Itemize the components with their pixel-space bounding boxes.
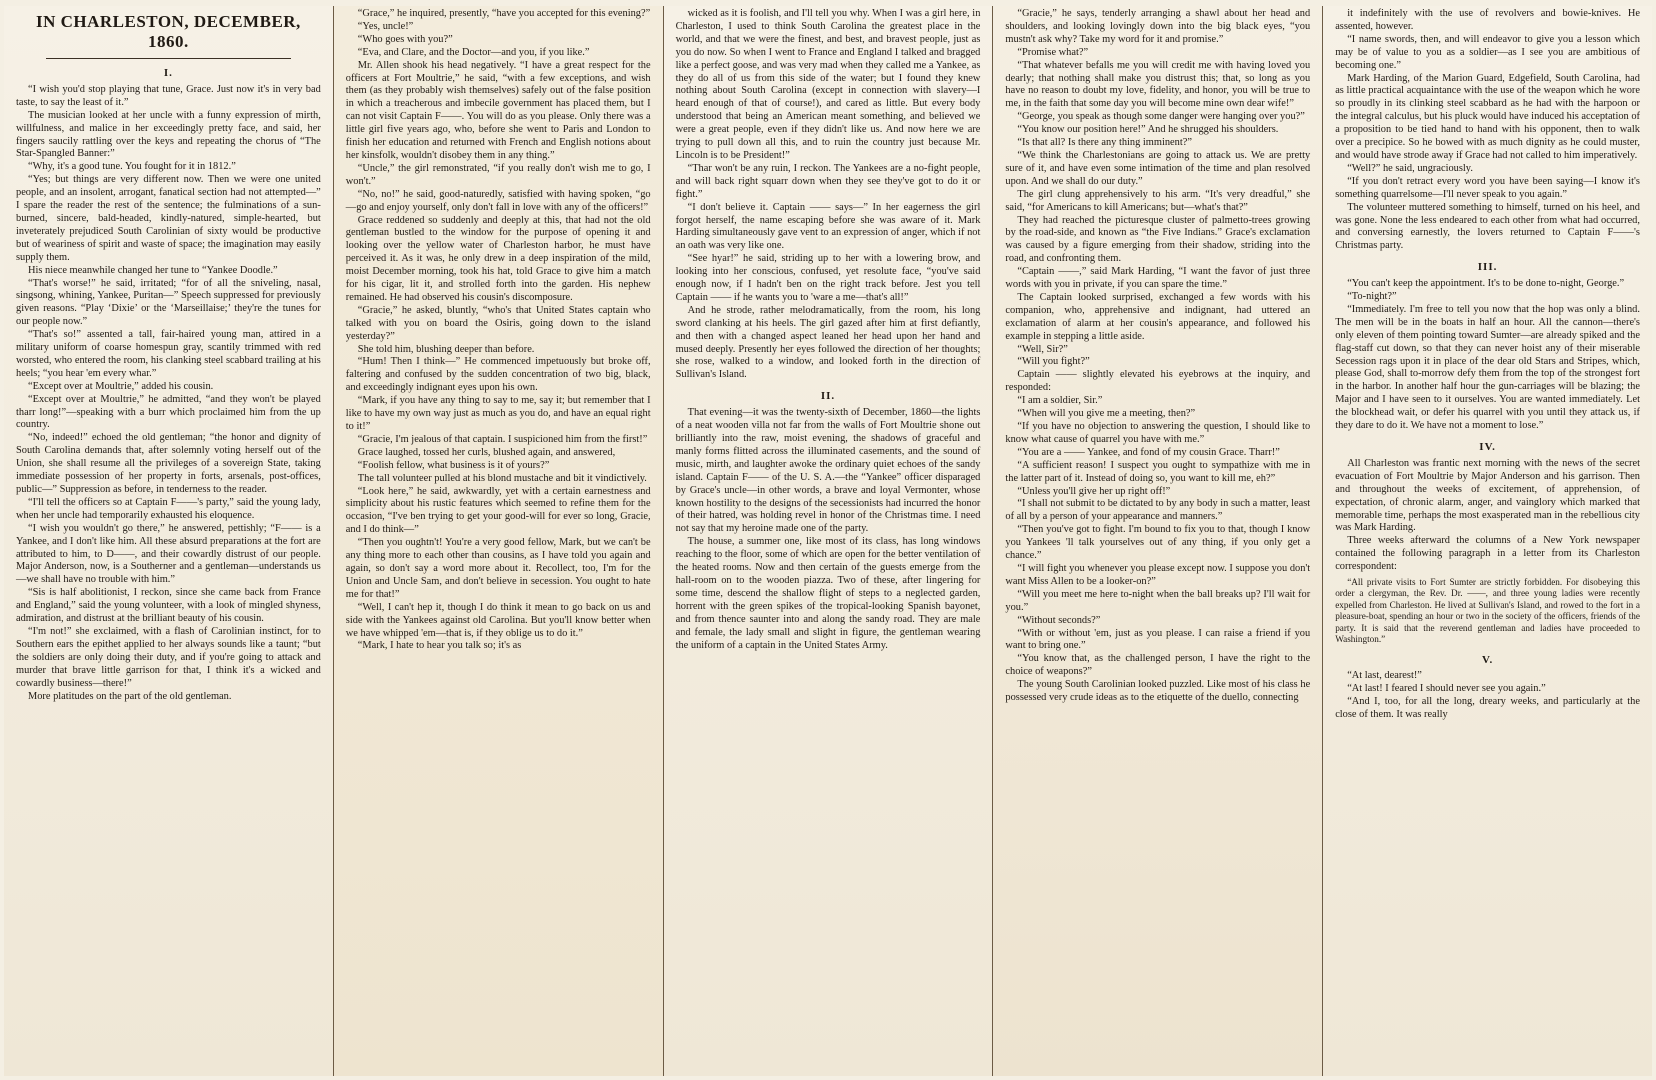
paragraph: “Will you fight?” (1017, 356, 1090, 368)
column-2 (334, 6, 664, 1076)
paragraph: The house, a summer one, like most of its class, has long windows reaching to the floor, some of which are open for the better ventilation of the heated rooms. Now and then certain of the guests emerge from the hall-room on to the wooden piazza. Two of these, after lingering for some time, descend the shallow flight of steps to a neglected garden, horrent with the green spikes of the tropical-looking Spanish bayonet, and from thence saunter into and along the sandy road. They are male and female, the lady small and slight in figure, the gentleman wearing the uniform of a captain in the United States Army. (675, 536, 981, 651)
paragraph: “I will fight you whenever you please except now. I suppose you don't want Miss Allen to be a looker-on?” (1005, 562, 1311, 587)
headline-line-2: 1860. (148, 32, 189, 51)
paragraph: “Well, Sir?” (1017, 343, 1068, 355)
paragraph: Mr. Allen shook his head negatively. “I have a great respect for the officers at Fort Moultrie,” he said, “with a few exceptions, and wish them (as they probably wish themselves) safely out of the false position in which a treacherous and imbecile government has placed them, but I can not visit Captain F——. You will do as you please. Only there was a little girl five years ago, who, before she went to Paris and London to finish her education and returned with French and English notions about her kinsfolk, wouldn't disobey them in any thing.” (345, 59, 651, 161)
paragraph: Three weeks afterward the columns of a New York newspaper contained the following paragraph in a letter from its Charleston correspondent: (1335, 535, 1640, 573)
paragraph: Grace laughed, tossed her curls, blushed again, and answered, (357, 446, 616, 458)
section-number: II. (820, 390, 836, 403)
story-headline (16, 12, 321, 52)
paragraph: “George, you speak as though some danger were hanging over you?” (1017, 111, 1305, 123)
paragraph: “At last! I feared I should never see you again.” (1347, 683, 1546, 695)
paragraph: “You can't keep the appointment. It's to be done to-night, George.” (1347, 278, 1625, 290)
paragraph: “When will you give me a meeting, then?” (1017, 408, 1196, 420)
paragraph: “See hyar!” he said, striding up to her with a lowering brow, and looking into her conscious, confused, yet resolute face, “you've said enough now, if I hadn't ben on the right track before. Jest you tell Captain —— if he wants you to 'ware a me—that's all!” (675, 253, 981, 303)
section-number: I. (163, 67, 173, 79)
column-text (1335, 458, 1640, 574)
column-text (16, 84, 321, 704)
paragraph: “If you have no objection to answering the question, I should like to know what cause of quarrel you have with me.” (1005, 421, 1311, 445)
paragraph: “Sis is half abolitionist, I reckon, since she came back from France and England,” said the young volunteer, with a look of mingled shyness, admiration, and distrust at the brilliant beauty of his cousin. (16, 587, 321, 625)
column-5 (1323, 6, 1652, 1076)
column-4 (993, 6, 1323, 1076)
paragraph: She told him, blushing deeper than before. (357, 343, 535, 355)
paragraph: “A sufficient reason! I suspect you ought to sympathize with me in the latter part of it. Instead of doing so, you want to kill me, eh?” (1005, 459, 1311, 484)
paragraph: “I wish you'd stop playing that tune, Grace. Just now it's in very bad taste, to say the least of it.” (16, 83, 321, 108)
paragraph: “I shall not submit to be dictated to by any body in such a matter, least of all by a person of your appearance and manners.” (1005, 498, 1311, 523)
paragraph: His niece meanwhile changed her tune to “Yankee Doodle.” (28, 264, 278, 276)
paragraph: And he strode, rather melodramatically, from the room, his long sword clanking at his heels. The girl gazed after him at first defiantly, and then with a changed aspect leaned her head upon her hand and mused deeply. Presently her eyes followed the direction of her thoughts; she rose, walked to a window, and looked forth in the direction of Sullivan's Island. (675, 304, 981, 381)
paragraph: “Then you oughtn't! You're a very good fellow, Mark, but we can't be any thing more to each other than cousins, as I have told you again and again, so don't say a word more about it. Recollect, too, I'm for the Union and Uncle Sam, and don't believe in secession. You ought to hate me for that!” (345, 537, 651, 600)
paragraph: Captain —— slightly elevated his eyebrows at the inquiry, and responded: (1005, 369, 1311, 394)
paragraph: “Yes, uncle!” (357, 20, 414, 32)
paragraph: That evening—it was the twenty-sixth of December, 1860—the lights of a neat wooden villa not far from the walls of Fort Moultrie shone out brilliantly into the raw, moist evening, the shadows of graceful and manly forms flitted across the illuminated casements, and the sound of music, mirth, and laughter awoke the ordinary quiet echoes of the sandy island. Captain F—— of the U. S. A.—the “Yankee” officer disparaged by Grace's uncle—in other words, a brave and loyal Vermonter, whose known hostility to the designs of the secessionists had incurred the honor of their hatred, was holding revel in honor of the Christmas time. I need not say that my heroine made one of the party. (675, 407, 981, 535)
paragraph: “Look here,” he said, awkwardly, yet with a certain earnestness and simplicity about his rustic features which seemed to refine them for the occasion, “I've ben trying to get your good-will for ever so long, Gracie, and I do think—” (345, 485, 651, 536)
paragraph: “Mark, I hate to hear you talk so; it's as (357, 640, 522, 652)
paragraph: “Grace,” he inquired, presently, “have you accepted for this evening?” (357, 8, 651, 19)
paragraph: “Well, I can't hep it, though I do think it mean to go back on us and side with the Yankees against old Carolina. But you'll know better when we have whipped 'em—that is, if they oblige us to do it.” (345, 601, 651, 639)
paragraph: “Unless you'll give her up right off!” (1017, 485, 1171, 497)
paragraph: “That's so!” assented a tall, fair-haired young man, attired in a military uniform of coarse homespun gray, scantily trimmed with red worsted, who entered the room, his clanking steel scabbard trailing at his heels; “you hear 'em every whar.” (16, 329, 321, 379)
column-text (1335, 278, 1640, 433)
newspaper-quote: “All private visits to Fort Sumter are strictly forbidden. For disobeying this order a clergyman, the Rev. Dr. ——, and three young ladies were recently expelled from Charleston. He lived at Sullivan's Island, and rowed to the fort in a pleasure-boat, spending an hour or two in the society of the officers, friends of the party. It is said that the reverend gentleman and ladies have proceeded to Washington.” (1335, 577, 1640, 645)
paragraph: “Why, it's a good tune. You fought for it in 1812.” (28, 161, 236, 173)
paragraph: “Immediately. I'm free to tell you now that the hop was only a blind. The men will be in the boats in half an hour. All the cannon—there's only eleven of them pointing toward Sumter—are already spiked and the flag-staff cut down, so that they can never hoist any of their miserable Secession rags upon it in place of the dear old Stars and Stripes, which, please God, shall to-morrow defy them from the top of the strongest fort in the harbor. In another half hour the gun-carriages will be blazing; the Major and I have seen to it ourselves. You are wanted immediately. Let the blockhead wait, or defer his quarrel with you until they attack us, if they dare to do it. We have not a moment to lose.” (1335, 303, 1640, 432)
paragraph: “Captain ——,” said Mark Harding, “I want the favor of just three words with you in private, if you can spare the time.” (1005, 266, 1311, 291)
paragraph: “Who goes with you?” (357, 33, 453, 45)
paragraph: “We think the Charlestonians are going to attack us. We are pretty sure of it, and have even some intimation of the time and plan resolved upon. And we shall do our duty.” (1005, 149, 1311, 187)
paragraph: “I don't believe it. Captain —— says—” In her eagerness the girl forgot herself, the name escaping before she was aware of it. Mark Harding simultaneously gave vent to an expression of anger, which if not an oath was very like one. (675, 201, 981, 252)
headline-line-1: IN CHARLESTON, DECEMBER, (35, 12, 301, 31)
paragraph: “Gracie,” he asked, bluntly, “who's that United States captain who talked with you on board the Osiris, going down to the island yesterday?” (345, 304, 651, 342)
column-text (676, 8, 981, 652)
paragraph: “You know our position here!” And he shrugged his shoulders. (1017, 124, 1279, 136)
paragraph: “Except over at Moultrie,” he admitted, “and they won't be played tharr long!”—speaking with a burr which proclaimed him from the up country. (16, 393, 321, 431)
paragraph: “No, no!” he said, good-naturedly, satisfied with having spoken, “go—go and enjoy yourself, only don't fall in love with any of the officers!” (345, 188, 651, 213)
paragraph: “I name swords, then, and will endeavor to give you a lesson which may be of value to you as a soldier—as I see you are ambitious of becoming one.” (1335, 33, 1640, 71)
column-text (346, 8, 651, 653)
column-3 (664, 6, 994, 1076)
paragraph: “Except over at Moultrie,” added his cousin. (28, 380, 214, 392)
paragraph: The Captain looked surprised, exchanged a few words with his companion, who, apprehensive and indignant, had uttered an exclamation of alarm at her cousin's appearance, and followed his example in stepping a little aside. (1005, 291, 1311, 342)
paragraph: “Thar won't be any ruin, I reckon. The Yankees are a no-fight people, and will back right squarr down when they see they've got to do it or fight.” (675, 162, 981, 200)
column-1 (4, 6, 334, 1076)
paragraph: “That's worse!” he said, irritated; “for of all the sniveling, nasal, singsong, whining, Yankee, Puritan—” Speech suppressed for previously given reasons. “Play ‘Dixie’ or the ‘Marseillaise;’ they're the tunes for our people now.” (16, 277, 321, 328)
paragraph: “Mark, if you have any thing to say to me, say it; but remember that I like to have my own way just as much as you do, and have an equal right to it!” (345, 395, 651, 432)
paragraph: “And I, too, for all the long, dreary weeks, and particularly at the close of them. It was really (1335, 696, 1640, 721)
paragraph: “Hum! Then I think—” He commenced impetuously but broke off, faltering and confused by the sudden concentration of two big, black, and exceedingly indignant eyes upon his own. (345, 356, 651, 394)
column-text (1335, 670, 1640, 722)
paragraph: “If you don't retract every word you have been saying—I know it's something quarrelsome—I'll never speak to you again.” (1335, 175, 1640, 200)
paragraph: “I'll tell the officers so at Captain F——'s party,” said the young lady, when her uncle had temporarily exhausted his eloquence. (16, 496, 321, 521)
paragraph: The young South Carolinian looked puzzled. Like most of his class he possessed very crude ideas as to the etiquette of the duello, connecting (1005, 679, 1311, 704)
paragraph: “Gracie,” he says, tenderly arranging a shawl about her head and shoulders, and looking lovingly down into the big black eyes, “you mustn't ask why? Take my word for it and promise.” (1005, 8, 1311, 45)
section-number: V. (1481, 653, 1494, 666)
paragraph: “To-night?” (1347, 291, 1397, 303)
paragraph: “Without seconds?” (1017, 614, 1101, 626)
paragraph: “Yes; but things are very different now. Then we were one united people, and an insolent, arrogant, fanatical section had not attempted—” I spare the reader the rest of the sentence; the fulminations of a sun-burned, sincere, bald-headed, kindly-natured, simple-hearted, but inveterately prejudiced South Carolinian of sixty would be productive but of weariness of spirit and waste of space; the imagination may easily supply them. (16, 174, 321, 263)
paragraph: “Eva, and Clare, and the Doctor—and you, if you like.” (357, 46, 590, 58)
paragraph: “I'm not!” she exclaimed, with a flash of Carolinian instinct, for to Southern ears the epithet applied to her always sounds like a taunt; “but the soldiers are only doing their duty, and if you're going to attack and murder that brave little garrison for that, I think it's a wicked and cowardly business—there!” (16, 625, 321, 689)
paragraph: The tall volunteer pulled at his blond mustache and bit it vindictively. (357, 472, 647, 484)
paragraph: “At last, dearest!” (1347, 670, 1422, 682)
paragraph: “Will you meet me here to-night when the ball breaks up? I'll wait for you.” (1005, 588, 1311, 613)
paragraph: The musician looked at her uncle with a funny expression of mirth, willfulness, and malice in her exceedingly pretty face, and said, her fingers saucily rattling over the keys and repeating the chorus of “The Star-Spangled Banner:” (16, 109, 321, 160)
paragraph: The girl clung apprehensively to his arm. “It's very dreadful,” she said, “for Americans to kill Americans; but—what's that?” (1005, 188, 1311, 213)
paragraph: it indefinitely with the use of revolvers and bowie-knives. He assented, however. (1335, 8, 1640, 32)
paragraph: “You are a —— Yankee, and fond of my cousin Grace. Tharr!” (1017, 446, 1280, 458)
paragraph: “I wish you wouldn't go there,” he answered, pettishly; “F—— is a Yankee, and I don't like him. All these absurd preparations at the fort are attributed to him, to D——, and their cowardly distrust of our people. Major Anderson, now, is a Southerner and a gentleman—understands us—we shall have no trouble with him.” (16, 522, 321, 586)
section-number: III. (1477, 261, 1498, 274)
column-text (1005, 8, 1310, 705)
paragraph: “Promise what?” (1017, 46, 1089, 58)
paragraph: “Well?” he said, ungraciously. (1347, 162, 1473, 174)
paragraph: “Uncle,” the girl remonstrated, “if you really don't wish me to go, I won't.” (345, 162, 651, 187)
section-number: IV. (1479, 441, 1496, 453)
paragraph: The volunteer muttered something to himself, turned on his heel, and was gone. None the less endeared to each other from what had occurred, and conversing earnestly, the lovers returned to Captain F——'s Christmas party. (1335, 201, 1640, 252)
paragraph: “Gracie, I'm jealous of that captain. I suspicioned him from the first!” (357, 433, 648, 445)
headline-rule (46, 58, 291, 59)
paragraph: Mark Harding, of the Marion Guard, Edgefield, South Carolina, had as little practical acquaintance with the use of the weapon which he wore so proudly in its clinking steel scabbard as he had with the harpoon or the integral calculus, but his pluck would have induced his acceptation of a proposition to be tied hand to hand with his opponent, then to walk over a precipice. So he bowed with as much dignity as he could muster, and would have strode away if Grace had not called to him imperatively. (1335, 72, 1640, 161)
paragraph: “You know that, as the challenged person, I have the right to the choice of weapons?” (1005, 653, 1311, 678)
column-text (1335, 8, 1640, 253)
paragraph: “Foolish fellow, what business is it of yours?” (357, 459, 550, 471)
paragraph: More platitudes on the part of the old gentleman. (28, 690, 232, 702)
paragraph: “Is that all? Is there any thing imminent?” (1017, 137, 1192, 149)
paragraph: “Then you've got to fight. I'm bound to fix you to that, though I know you Yankees 'll talk yourselves out of any thing, if you only get a chance.” (1005, 524, 1311, 562)
paragraph: “No, indeed!” echoed the old gentleman; “the honor and dignity of South Carolina demands that, after solemnly voting herself out of the Union, she shall resume all the privileges of a sovereign State, taking immediate possession of her property in forts, arsenals, post-offices, public—” Suppression as before, in tenderness to the reader. (16, 432, 321, 495)
paragraph: wicked as it is foolish, and I'll tell you why. When I was a girl here, in Charleston, I used to think South Carolina the greatest place in the world, and that we were the finest, and best, and bravest people, just as you do now. So when I went to France and England I talked and bragged like a perfect goose, and was very mad when they called me a Yankee, as they do all of us from this side of the water; but I found they knew nothing about South Carolina (except in connection with slavery—I heard enough of that of course!), and cared as little. But every body understood that being an American meant something, and believed we were a great people, even if they didn't like us. And now here we are trying to pull down all this, and to ruin the country just because Mr. Lincoln is to be President!” (675, 8, 981, 161)
paragraph: All Charleston was frantic next morning with the news of the secret evacuation of Fort Moultrie by Major Anderson and his garrison. Then and throughout the weeks of excitement, of apprehension, of expectation, of chronic alarm, anger, and vainglory which marked that memorable time, perhaps the most exasperated man in the rebellious city was Mark Harding. (1335, 457, 1640, 534)
paragraph: “That whatever befalls me you will credit me with having loved you dearly; that nothing shall make you distrust this; that, so long as you have no reason to doubt my love, fidelity, and honor, you will be true to me, in the faith that some day you will become mine own dear wife!” (1005, 59, 1311, 110)
paragraph: “With or without 'em, just as you please. I can raise a friend if you want to bring one.” (1005, 627, 1311, 652)
paragraph: Grace reddened so suddenly and deeply at this, that had not the old gentleman bustled to the window for the purpose of opening it and looking over the yellow water of Charleston harbor, he must have perceived it. As it was, he only drew in a deep inspiration of the mild, moist December morning, took his hat, told Grace to give him a match for his cigar, lit it, and strolled forth into the garden. His nephew remained. He had observed his cousin's discomposure. (345, 214, 651, 303)
paragraph: “I am a soldier, Sir.” (1017, 395, 1103, 407)
paragraph: They had reached the picturesque cluster of palmetto-trees growing by the road-side, and known as “the Five Indians.” Grace's exclamation was caused by a figure emerging from their shadow, striding into the road, and confronting them. (1005, 214, 1311, 265)
